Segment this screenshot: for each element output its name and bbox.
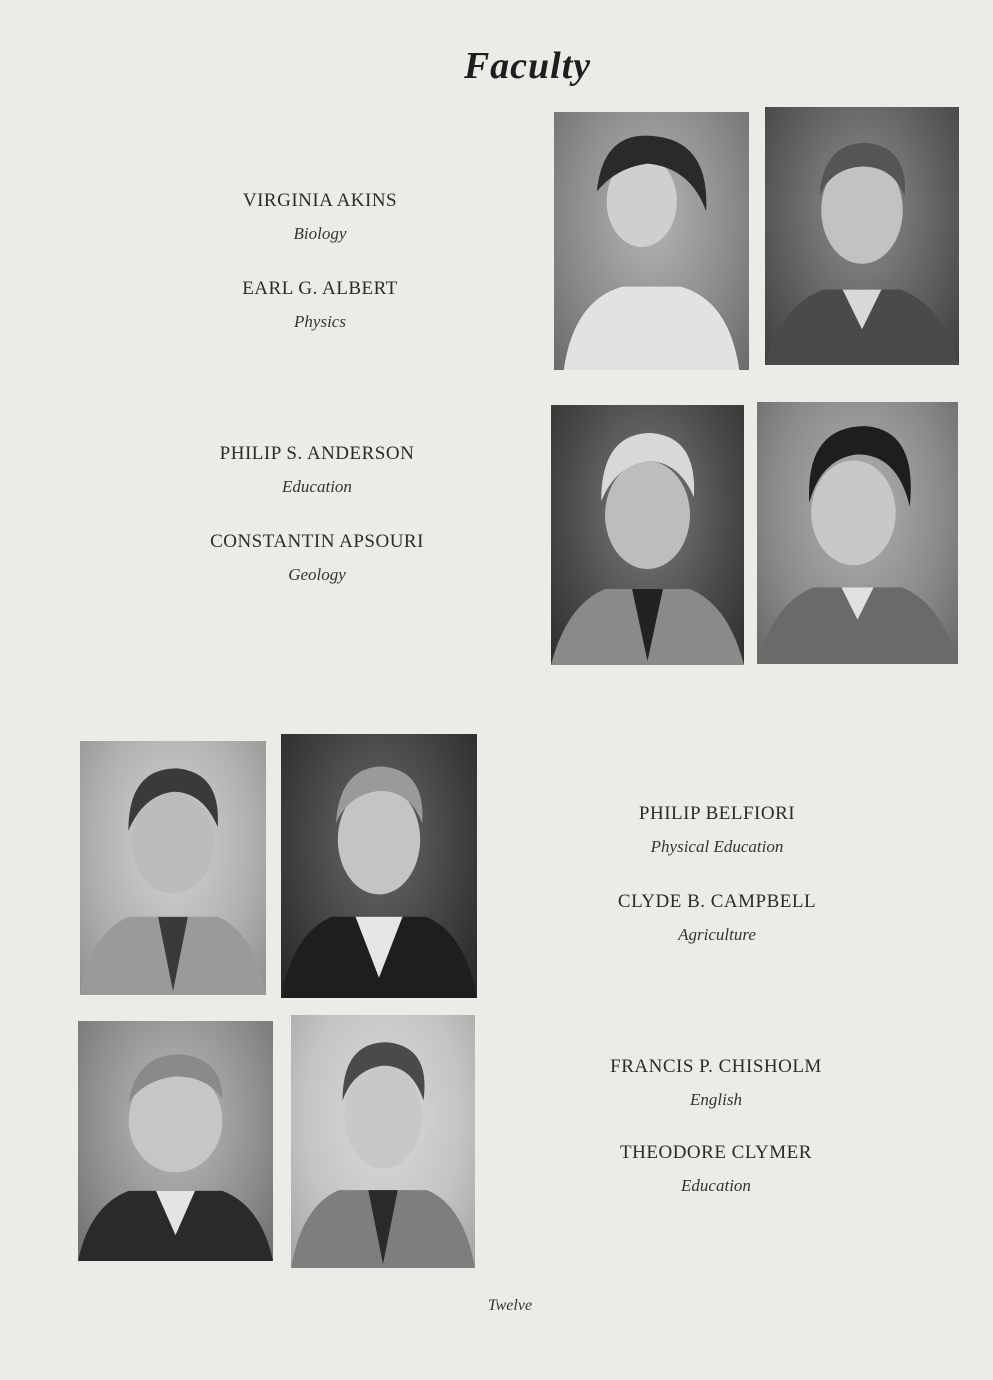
faculty-entry-anderson xyxy=(167,443,467,497)
faculty-entry-campbell xyxy=(567,891,867,945)
faculty-department: Physics xyxy=(294,312,346,331)
faculty-department: Physical Education xyxy=(650,837,784,856)
portrait-photo-chisholm xyxy=(78,1021,273,1261)
faculty-entry-clymer xyxy=(566,1142,866,1196)
portrait-photo-apsouri xyxy=(757,402,958,664)
faculty-department: Education xyxy=(282,477,352,496)
faculty-entry-chisholm xyxy=(566,1056,866,1110)
faculty-name: EARL G. ALBERT xyxy=(242,278,398,299)
faculty-department: Biology xyxy=(293,224,347,243)
faculty-entry-akins xyxy=(170,190,470,244)
faculty-department: Agriculture xyxy=(678,925,756,944)
page-folio: Twelve xyxy=(487,1297,533,1314)
portrait-photo-akins xyxy=(554,112,749,370)
portrait-photo-campbell xyxy=(281,734,477,998)
faculty-name: PHILIP S. ANDERSON xyxy=(219,443,415,464)
portrait-photo-albert xyxy=(765,107,959,365)
faculty-entry-albert xyxy=(170,278,470,332)
faculty-department: Geology xyxy=(288,565,346,584)
faculty-name: CLYDE B. CAMPBELL xyxy=(617,891,817,912)
faculty-entry-apsouri xyxy=(167,531,467,585)
faculty-name: THEODORE CLYMER xyxy=(620,1142,812,1163)
portrait-photo-belfiori xyxy=(80,741,266,995)
portrait-photo-clymer xyxy=(291,1015,475,1268)
faculty-name: PHILIP BELFIORI xyxy=(638,803,796,824)
faculty-department: Education xyxy=(681,1176,751,1195)
faculty-department: English xyxy=(690,1090,742,1109)
faculty-name: FRANCIS P. CHISHOLM xyxy=(610,1056,822,1077)
page-title: Faculty xyxy=(463,45,592,87)
faculty-entry-belfiori xyxy=(567,803,867,857)
faculty-name: VIRGINIA AKINS xyxy=(242,190,398,211)
portrait-photo-anderson xyxy=(551,405,744,665)
faculty-name: CONSTANTIN APSOURI xyxy=(210,531,424,552)
